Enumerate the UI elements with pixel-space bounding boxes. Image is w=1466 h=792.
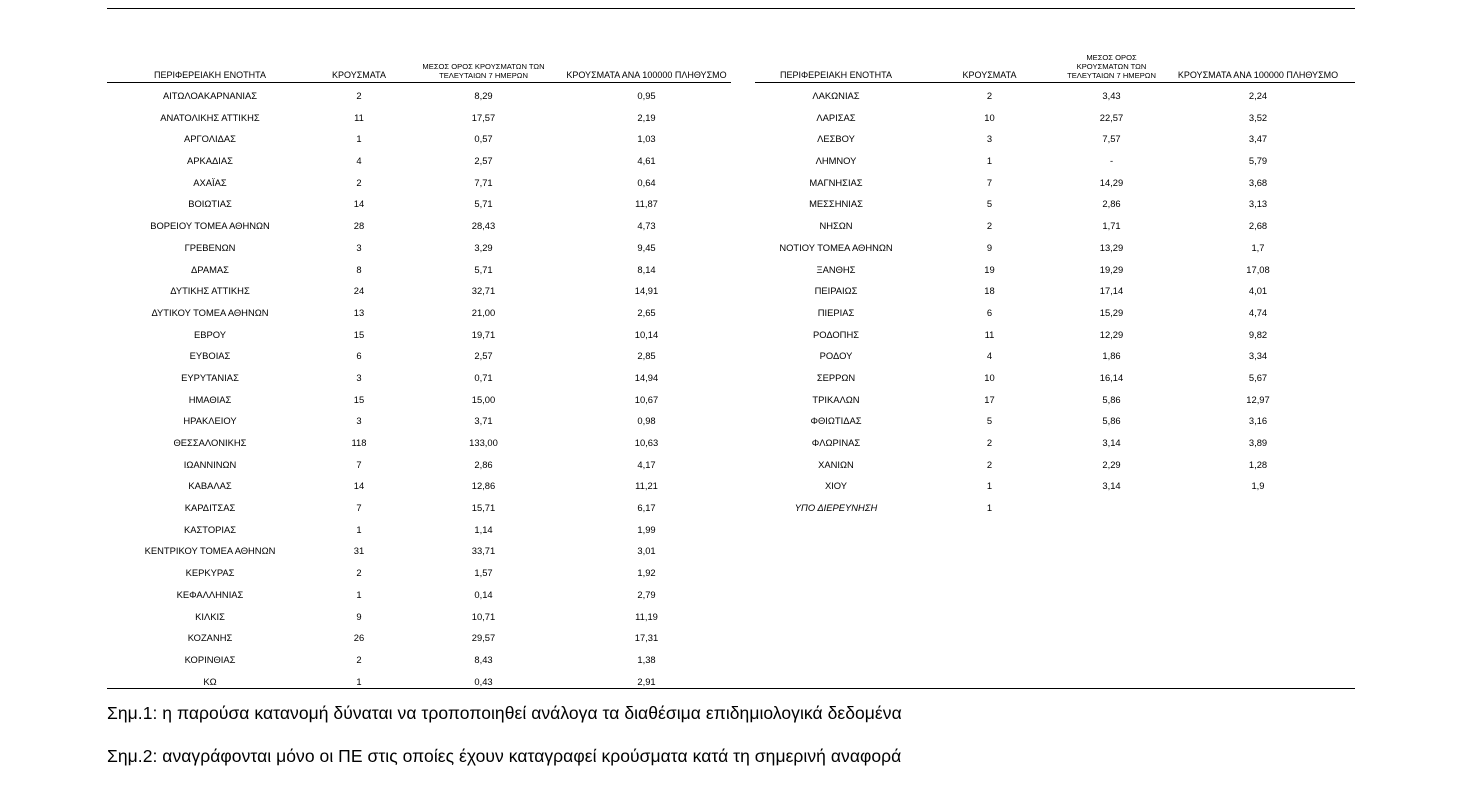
per100k-cell: 4,74 [1248,306,1268,318]
avg-cell: 22,57 [1099,111,1124,123]
avg-cell: 0,14 [474,588,493,600]
table-row [107,105,731,127]
top-rule [107,8,1355,9]
region-cell: ΑΝΑΤΟΛΙΚΗΣ ΑΤΤΙΚΗΣ [160,111,260,123]
cases-cell: 26 [353,632,365,644]
region-cell: ΧΑΝΙΩΝ [818,458,854,470]
region-cell: ΥΠΟ ΔΙΕΡΕΥΝΗΣΗ [794,502,878,514]
region-cell: ΚΑΒΑΛΑΣ [188,480,232,492]
per100k-cell: 1,7 [1251,241,1265,253]
per100k-cell: 17,31 [634,632,659,644]
per100k-cell: 4,73 [637,220,656,232]
cases-cell: 3 [356,415,362,427]
region-cell: ΕΥΒΟΙΑΣ [189,350,231,362]
region-cell: ΑΧΑΪΑΣ [193,176,227,188]
table-row [755,83,1355,105]
cases-cell: 10 [984,111,995,123]
table-row [107,322,731,344]
per100k-cell: 3,13 [1248,198,1268,210]
cases-cell: 1 [356,523,362,535]
table-row [107,517,731,539]
cases-cell: 15 [353,328,365,340]
region-cell: ΑΡΓΟΛΙΔΑΣ [184,133,236,145]
table-row [755,148,1355,170]
region-cell: ΝΟΤΙΟΥ ΤΟΜΕΑ ΑΘΗΝΩΝ [779,241,893,253]
region-cell: ΣΕΡΡΩΝ [816,371,856,383]
cases-cell: 15 [353,393,365,405]
cases-cell: 10 [984,371,995,383]
region-cell: ΕΥΡΥΤΑΝΙΑΣ [181,371,239,383]
region-cell: ΝΗΣΩΝ [819,220,853,232]
per100k-cell: 9,82 [1248,328,1268,340]
table-row [107,387,731,409]
per100k-cell: 3,47 [1248,133,1268,145]
per100k-cell: 1,99 [637,523,656,535]
per100k-cell: 10,63 [634,437,659,448]
per100k-cell: 2,24 [1248,90,1268,101]
table-row [107,604,731,626]
avg-cell: 15,00 [471,393,496,405]
bottom-rule [107,688,1355,689]
avg-cell: 28,43 [471,220,496,232]
per100k-cell: 4,61 [637,155,656,167]
table-row [755,473,1355,495]
table-row [107,625,731,647]
table-row [107,191,731,213]
per100k-cell: 10,67 [634,393,659,405]
region-cell: ΤΡΙΚΑΛΩΝ [812,393,860,405]
avg-cell: 2,86 [474,458,493,470]
table-row [107,560,731,582]
per100k-cell: 1,92 [637,567,656,579]
header-cases: ΚΡΟΥΣΜΑΤΑ [962,70,1017,80]
avg-cell: 3,43 [1102,90,1121,101]
avg-cell: 33,71 [471,545,496,557]
cases-cell: 8 [356,263,362,275]
table-row [107,257,731,279]
per100k-cell: 1,03 [637,133,656,145]
per100k-cell: 11,19 [635,610,658,622]
cases-cell: 9 [356,610,362,622]
per100k-cell: 3,16 [1248,415,1268,427]
avg-cell: 2,29 [1102,458,1121,470]
header-avg-line1: ΜΕΣΟΣ ΟΡΟΣ ΚΡΟΥΣΜΑΤΩΝ ΤΩΝ [1076,53,1147,71]
avg-cell: 2,57 [474,350,493,362]
avg-cell: 1,57 [474,567,493,579]
cases-cell: 1 [986,155,993,167]
region-cell: ΛΑΡΙΣΑΣ [816,111,856,123]
region-cell: ΚΕΦΑΛΛΗΝΙΑΣ [176,588,244,600]
table-row [107,278,731,300]
region-cell: ΘΕΣΣΑΛΟΝΙΚΗΣ [173,437,247,448]
region-cell: ΚΑΣΤΟΡΙΑΣ [183,523,237,535]
cases-cell: 6 [986,306,993,318]
avg-cell: - [1109,155,1114,167]
avg-cell: 10,71 [471,610,496,622]
header-avg-line1: ΜΕΣΟΣ ΟΡΟΣ ΚΡΟΥΣΜΑΤΩΝ ΤΩΝ [422,62,545,71]
cases-cell: 13 [353,306,365,318]
region-cell: ΜΑΓΝΗΣΙΑΣ [809,176,863,188]
table-row [755,257,1355,279]
table-row [755,213,1355,235]
avg-cell: 7,71 [474,176,493,188]
table-row [755,235,1355,257]
footnote-2: Σημ.2: αναγράφονται μόνο οι ΠΕ στις οποίες έχουν καταγραφεί κρούσματα κατά τη σημερινή αναφορά [107,746,902,766]
table-row [755,430,1355,452]
table-row [755,191,1355,213]
cases-cell: 2 [356,653,362,665]
cases-cell: 3 [356,241,362,253]
avg-cell: 5,71 [474,263,493,275]
per100k-cell: 2,65 [637,306,656,318]
table-row [107,408,731,430]
per100k-cell: 6,17 [637,502,656,514]
avg-cell: 1,14 [474,523,493,535]
region-cell: ΛΕΣΒΟΥ [817,133,855,145]
table-row [755,452,1355,474]
per100k-cell: 1,38 [637,653,656,665]
footnote-1: Σημ.1: η παρούσα κατανομή δύναται να τροποποιηθεί ανάλογα τα διαθέσιμα επιδημιολογικά δεδομένα [107,703,902,723]
avg-cell: 16,14 [1099,371,1124,383]
per100k-cell: 3,34 [1248,350,1268,362]
right-table [755,53,1355,517]
table-row [107,343,731,365]
avg-cell: 12,29 [1099,328,1124,340]
region-cell: ΑΡΚΑΔΙΑΣ [187,155,233,167]
avg-cell: 17,57 [471,111,496,123]
region-cell: ΦΛΩΡΙΝΑΣ [811,437,861,448]
per100k-cell: 10,14 [634,328,659,340]
avg-cell: 19,29 [1099,263,1124,275]
cases-cell: 2 [986,220,993,232]
avg-cell: 15,29 [1099,306,1124,318]
right-table-header [755,53,1355,83]
avg-cell: 14,29 [1099,176,1124,188]
table-row [755,300,1355,322]
table-row [107,170,731,192]
cases-cell: 2 [986,458,993,470]
region-cell: ΦΘΙΩΤΙΔΑΣ [810,415,862,427]
table-row [107,83,731,105]
header-per100k: ΚΡΟΥΣΜΑΤΑ ΑΝΑ 100000 ΠΛΗΘΥΣΜΟ [1177,70,1339,80]
table-row [107,213,731,235]
table-row [755,495,1355,517]
table-row [107,300,731,322]
cases-cell: 1 [356,675,362,687]
avg-cell: 0,57 [474,133,493,145]
per100k-cell: 3,01 [637,545,656,557]
region-cell: ΒΟΙΩΤΙΑΣ [188,198,232,210]
table-row [107,126,731,148]
cases-cell: 31 [353,545,365,557]
cases-cell: 5 [986,415,993,427]
region-cell: ΔΡΑΜΑΣ [191,263,229,275]
cases-cell: 18 [984,285,995,297]
table-row [755,343,1355,365]
right-table-body [755,83,1355,517]
cases-cell: 28 [353,220,365,232]
avg-cell: 3,71 [474,415,493,427]
cases-cell: 14 [353,480,365,492]
region-cell: ΚΟΡΙΝΘΙΑΣ [184,653,236,665]
region-cell: ΔΥΤΙΚΟΥ ΤΟΜΕΑ ΑΘΗΝΩΝ [151,306,269,318]
table-row [107,235,731,257]
cases-cell: 2 [986,90,993,101]
cases-cell: 6 [356,350,362,362]
cases-cell: 17 [984,393,995,405]
per100k-cell: 9,45 [637,241,656,253]
table-row [107,452,731,474]
region-cell: ΧΙΟΥ [824,480,848,492]
cases-cell: 1 [986,502,993,514]
region-cell: ΛΑΚΩΝΙΑΣ [812,90,860,101]
header-per100k: ΚΡΟΥΣΜΑΤΑ ΑΝΑ 100000 ΠΛΗΘΥΣΜΟ [566,70,727,80]
header-region: ΠΕΡΙΦΕΡΕΙΑΚΗ ΕΝΟΤΗΤΑ [779,70,893,80]
region-cell: ΚΕΝΤΡΙΚΟΥ ΤΟΜΕΑ ΑΘΗΝΩΝ [144,545,276,557]
cases-cell: 2 [356,90,362,101]
table-row [755,365,1355,387]
avg-cell: 12,86 [471,480,496,492]
cases-cell: 2 [986,437,993,448]
cases-cell: 3 [986,133,993,145]
per100k-cell: 8,14 [637,263,656,275]
cases-cell: 1 [986,480,993,492]
avg-cell: 15,71 [471,502,496,514]
avg-cell: 5,71 [474,198,493,210]
left-table-header [107,60,731,83]
region-cell: ΕΒΡΟΥ [193,328,226,340]
per100k-cell: 0,98 [637,415,656,427]
per100k-cell: 17,08 [1246,263,1270,275]
header-avg-line2: ΤΕΛΕΥΤΑΙΩΝ 7 ΗΜΕΡΩΝ [439,71,528,80]
avg-cell: 8,29 [474,90,493,101]
avg-cell: 0,71 [474,371,493,383]
cases-cell: 9 [986,241,993,253]
region-cell: ΔΥΤΙΚΗΣ ΑΤΤΙΚΗΣ [170,285,250,297]
table-row [107,495,731,517]
avg-cell: 7,57 [1102,133,1121,145]
per100k-cell: 4,01 [1248,285,1268,297]
header-cases: ΚΡΟΥΣΜΑΤΑ [332,70,386,80]
avg-cell: 21,00 [471,306,496,318]
per100k-cell: 3,89 [1248,437,1268,448]
avg-cell: 13,29 [1099,241,1124,253]
table-row [755,105,1355,127]
header-region: ΠΕΡΙΦΕΡΕΙΑΚΗ ΕΝΟΤΗΤΑ [153,70,267,80]
table-row [755,322,1355,344]
header-avg [405,62,562,80]
region-cell: ΠΙΕΡΙΑΣ [817,306,855,318]
region-cell: ΗΜΑΘΙΑΣ [188,393,232,405]
per100k-cell: 5,79 [1248,155,1268,167]
cases-cell: 118 [351,437,367,448]
per100k-cell: 5,67 [1248,371,1268,383]
region-cell: ΡΟΔΟΥ [819,350,853,362]
cases-cell: 4 [356,155,362,167]
cases-cell: 19 [984,263,995,275]
cases-cell: 4 [986,350,993,362]
avg-cell: 3,14 [1102,437,1121,448]
avg-cell: 32,71 [471,285,496,297]
per100k-cell: 12,97 [1246,393,1270,405]
header-avg [1062,53,1161,80]
cases-cell: 5 [986,198,993,210]
avg-cell: 3,29 [474,241,493,253]
region-cell: ΜΕΣΣΗΝΙΑΣ [809,198,863,210]
per100k-cell: 14,91 [634,285,659,297]
cases-cell: 2 [356,567,362,579]
table-row [107,582,731,604]
cases-cell: 2 [356,176,362,188]
per100k-cell: 4,17 [637,458,656,470]
per100k-cell: 3,52 [1248,111,1268,123]
per100k-cell: 14,94 [634,371,659,383]
cases-cell: 1 [356,588,362,600]
avg-cell: 0,43 [474,675,493,687]
per100k-cell: 11,21 [635,480,658,492]
per100k-cell: 3,68 [1248,176,1268,188]
per100k-cell: 2,19 [637,111,656,123]
per100k-cell: 2,68 [1248,220,1268,232]
per100k-cell: 11,87 [635,198,658,210]
per100k-cell: 1,9 [1251,480,1265,492]
table-row [107,538,731,560]
region-cell: ΞΑΝΘΗΣ [816,263,856,275]
region-cell: ΚΟΖΑΝΗΣ [187,632,233,644]
cases-cell: 11 [984,328,995,340]
region-cell: ΚΙΛΚΙΣ [195,610,225,622]
per100k-cell: 0,95 [637,90,656,101]
per100k-cell: 2,85 [637,350,656,362]
cases-cell: 7 [356,458,362,470]
region-cell: ΓΡΕΒΕΝΩΝ [184,241,236,253]
table-row [107,430,731,452]
table-row [755,170,1355,192]
cases-cell: 24 [353,285,365,297]
avg-cell: 2,86 [1102,198,1121,210]
cases-cell: 7 [986,176,993,188]
region-cell: ΛΗΜΝΟΥ [815,155,857,167]
avg-cell: 19,71 [471,328,496,340]
avg-cell: 29,57 [471,632,496,644]
region-cell: ΚΑΡΔΙΤΣΑΣ [184,502,236,514]
table-row [107,669,731,691]
per100k-cell: 2,79 [637,588,656,600]
avg-cell: 1,71 [1102,220,1121,232]
region-cell: ΑΙΤΩΛΟΑΚΑΡΝΑΝΙΑΣ [162,90,258,101]
table-row [107,473,731,495]
avg-cell: 133,00 [469,437,498,448]
table-row [755,126,1355,148]
avg-cell: 8,43 [474,653,493,665]
per100k-cell: 1,28 [1248,458,1268,470]
cases-cell: 7 [356,502,362,514]
avg-cell: 3,14 [1102,480,1121,492]
table-row [107,365,731,387]
cases-cell: 3 [356,371,362,383]
per100k-cell: 2,91 [637,675,656,687]
header-avg-line2: ΤΕΛΕΥΤΑΙΩΝ 7 ΗΜΕΡΩΝ [1067,71,1156,80]
region-cell: ΙΩΑΝΝΙΝΩΝ [183,458,237,470]
region-cell: ΡΟΔΟΠΗΣ [812,328,860,340]
table-row [755,278,1355,300]
region-cell: ΚΕΡΚΥΡΑΣ [185,567,235,579]
left-table-body [107,83,731,690]
region-cell: ΚΩ [203,675,217,687]
avg-cell: 5,86 [1102,415,1121,427]
left-table [107,60,731,690]
region-cell: ΗΡΑΚΛΕΙΟΥ [183,415,237,427]
avg-cell: 1,86 [1102,350,1121,362]
table-row [755,408,1355,430]
cases-cell: 1 [356,133,362,145]
table-row [107,647,731,669]
avg-cell: 2,57 [474,155,493,167]
avg-cell: 5,86 [1102,393,1121,405]
per100k-cell: 0,64 [637,176,656,188]
table-row [755,387,1355,409]
avg-cell: 17,14 [1099,285,1124,297]
table-row [107,148,731,170]
cases-cell: 14 [353,198,365,210]
region-cell: ΠΕΙΡΑΙΩΣ [814,285,858,297]
region-cell: ΒΟΡΕΙΟΥ ΤΟΜΕΑ ΑΘΗΝΩΝ [150,220,270,232]
cases-cell: 11 [354,111,364,123]
